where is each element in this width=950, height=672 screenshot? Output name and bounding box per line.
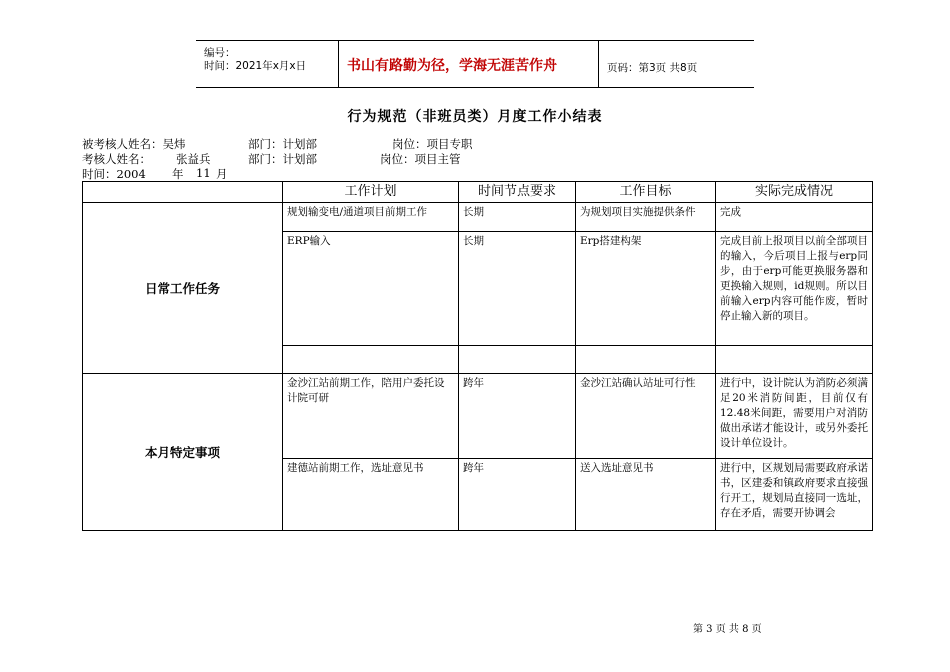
cell-goal: Erp搭建构架 — [576, 232, 716, 346]
cell-time: 跨年 — [459, 374, 576, 459]
cell-time: 长期 — [459, 203, 576, 232]
header-motto-cell — [339, 41, 599, 87]
document-title: 行为规范（非班员类）月度工作小结表 — [347, 109, 603, 125]
cell-plan: ERP输入 — [283, 232, 459, 346]
category-special-items: 本月特定事项 — [83, 374, 283, 531]
cell-result: 进行中，设计院认为消防必须满足20米消防间距，目前仅有12.48米间距，需要用户对消防做出承诺才能设计，或另外委托设计单位设计。 — [716, 374, 873, 459]
assessor-name-label: 考核人姓名： — [82, 152, 151, 166]
cell-result — [716, 346, 873, 374]
assessee-dept: 部门：计划部 — [248, 137, 317, 151]
cell-result: 完成 — [716, 203, 873, 232]
assessor-post: 岗位：项目主管 — [380, 152, 461, 166]
page-footer: 第 3 页 共 8 页 — [693, 624, 762, 635]
cell-plan: 建德站前期工作，选址意见书 — [283, 459, 459, 531]
header-time-requirement: 时间节点要求 — [459, 182, 576, 203]
summary-table — [82, 181, 873, 531]
time-label: 时间：2021年x月x日 — [204, 60, 307, 72]
report-year-char: 年 — [172, 167, 184, 181]
header-page-cell — [599, 41, 754, 87]
header-category-cell — [83, 182, 283, 203]
assessee-post: 岗位：项目专职 — [392, 137, 473, 151]
number-label: 编号： — [204, 47, 236, 59]
page-header — [196, 40, 754, 88]
assessor-name: 张益兵 — [176, 152, 211, 166]
category-daily-tasks: 日常工作任务 — [83, 203, 283, 374]
cell-plan — [283, 346, 459, 374]
assessor-dept: 部门：计划部 — [248, 152, 317, 166]
cell-plan: 规划输变电/通道项目前期工作 — [283, 203, 459, 232]
motto-text: 书山有路勤为径，学海无涯苦作舟 — [347, 58, 557, 74]
cell-goal: 为规划项目实施提供条件 — [576, 203, 716, 232]
table-row — [83, 374, 873, 459]
table-header-row — [83, 182, 873, 203]
report-time-label: 时间：2004 — [82, 167, 146, 181]
header-work-plan: 工作计划 — [283, 182, 459, 203]
report-month-char: 月 — [216, 167, 228, 181]
cell-result: 进行中，区规划局需要政府承诺书，区建委和镇政府要求直接强行开工，规划局直接同一选址，存在矛盾，需要开协调会 — [716, 459, 873, 531]
cell-time — [459, 346, 576, 374]
cell-goal — [576, 346, 716, 374]
table-row — [83, 203, 873, 232]
header-meta-cell — [196, 41, 339, 87]
assessee-name: 被考核人姓名：吴炜 — [82, 137, 186, 151]
report-month-value: 11 — [196, 166, 211, 180]
header-actual-result: 实际完成情况 — [716, 182, 873, 203]
cell-time: 长期 — [459, 232, 576, 346]
cell-result: 完成目前上报项目以前全部项目的输入，今后项目上报与erp同步，由于erp可能更换服务器和更换输入规则，id规则。所以目前输入erp内容可能作废，暂时停止输入新的项目。 — [716, 232, 873, 346]
header-work-goal: 工作目标 — [576, 182, 716, 203]
cell-plan: 金沙江站前期工作，陪用户委托设计院可研 — [283, 374, 459, 459]
page-code: 页码：第3页 共8页 — [607, 62, 698, 74]
cell-goal: 送入选址意见书 — [576, 459, 716, 531]
cell-goal: 金沙江站确认站址可行性 — [576, 374, 716, 459]
cell-time: 跨年 — [459, 459, 576, 531]
